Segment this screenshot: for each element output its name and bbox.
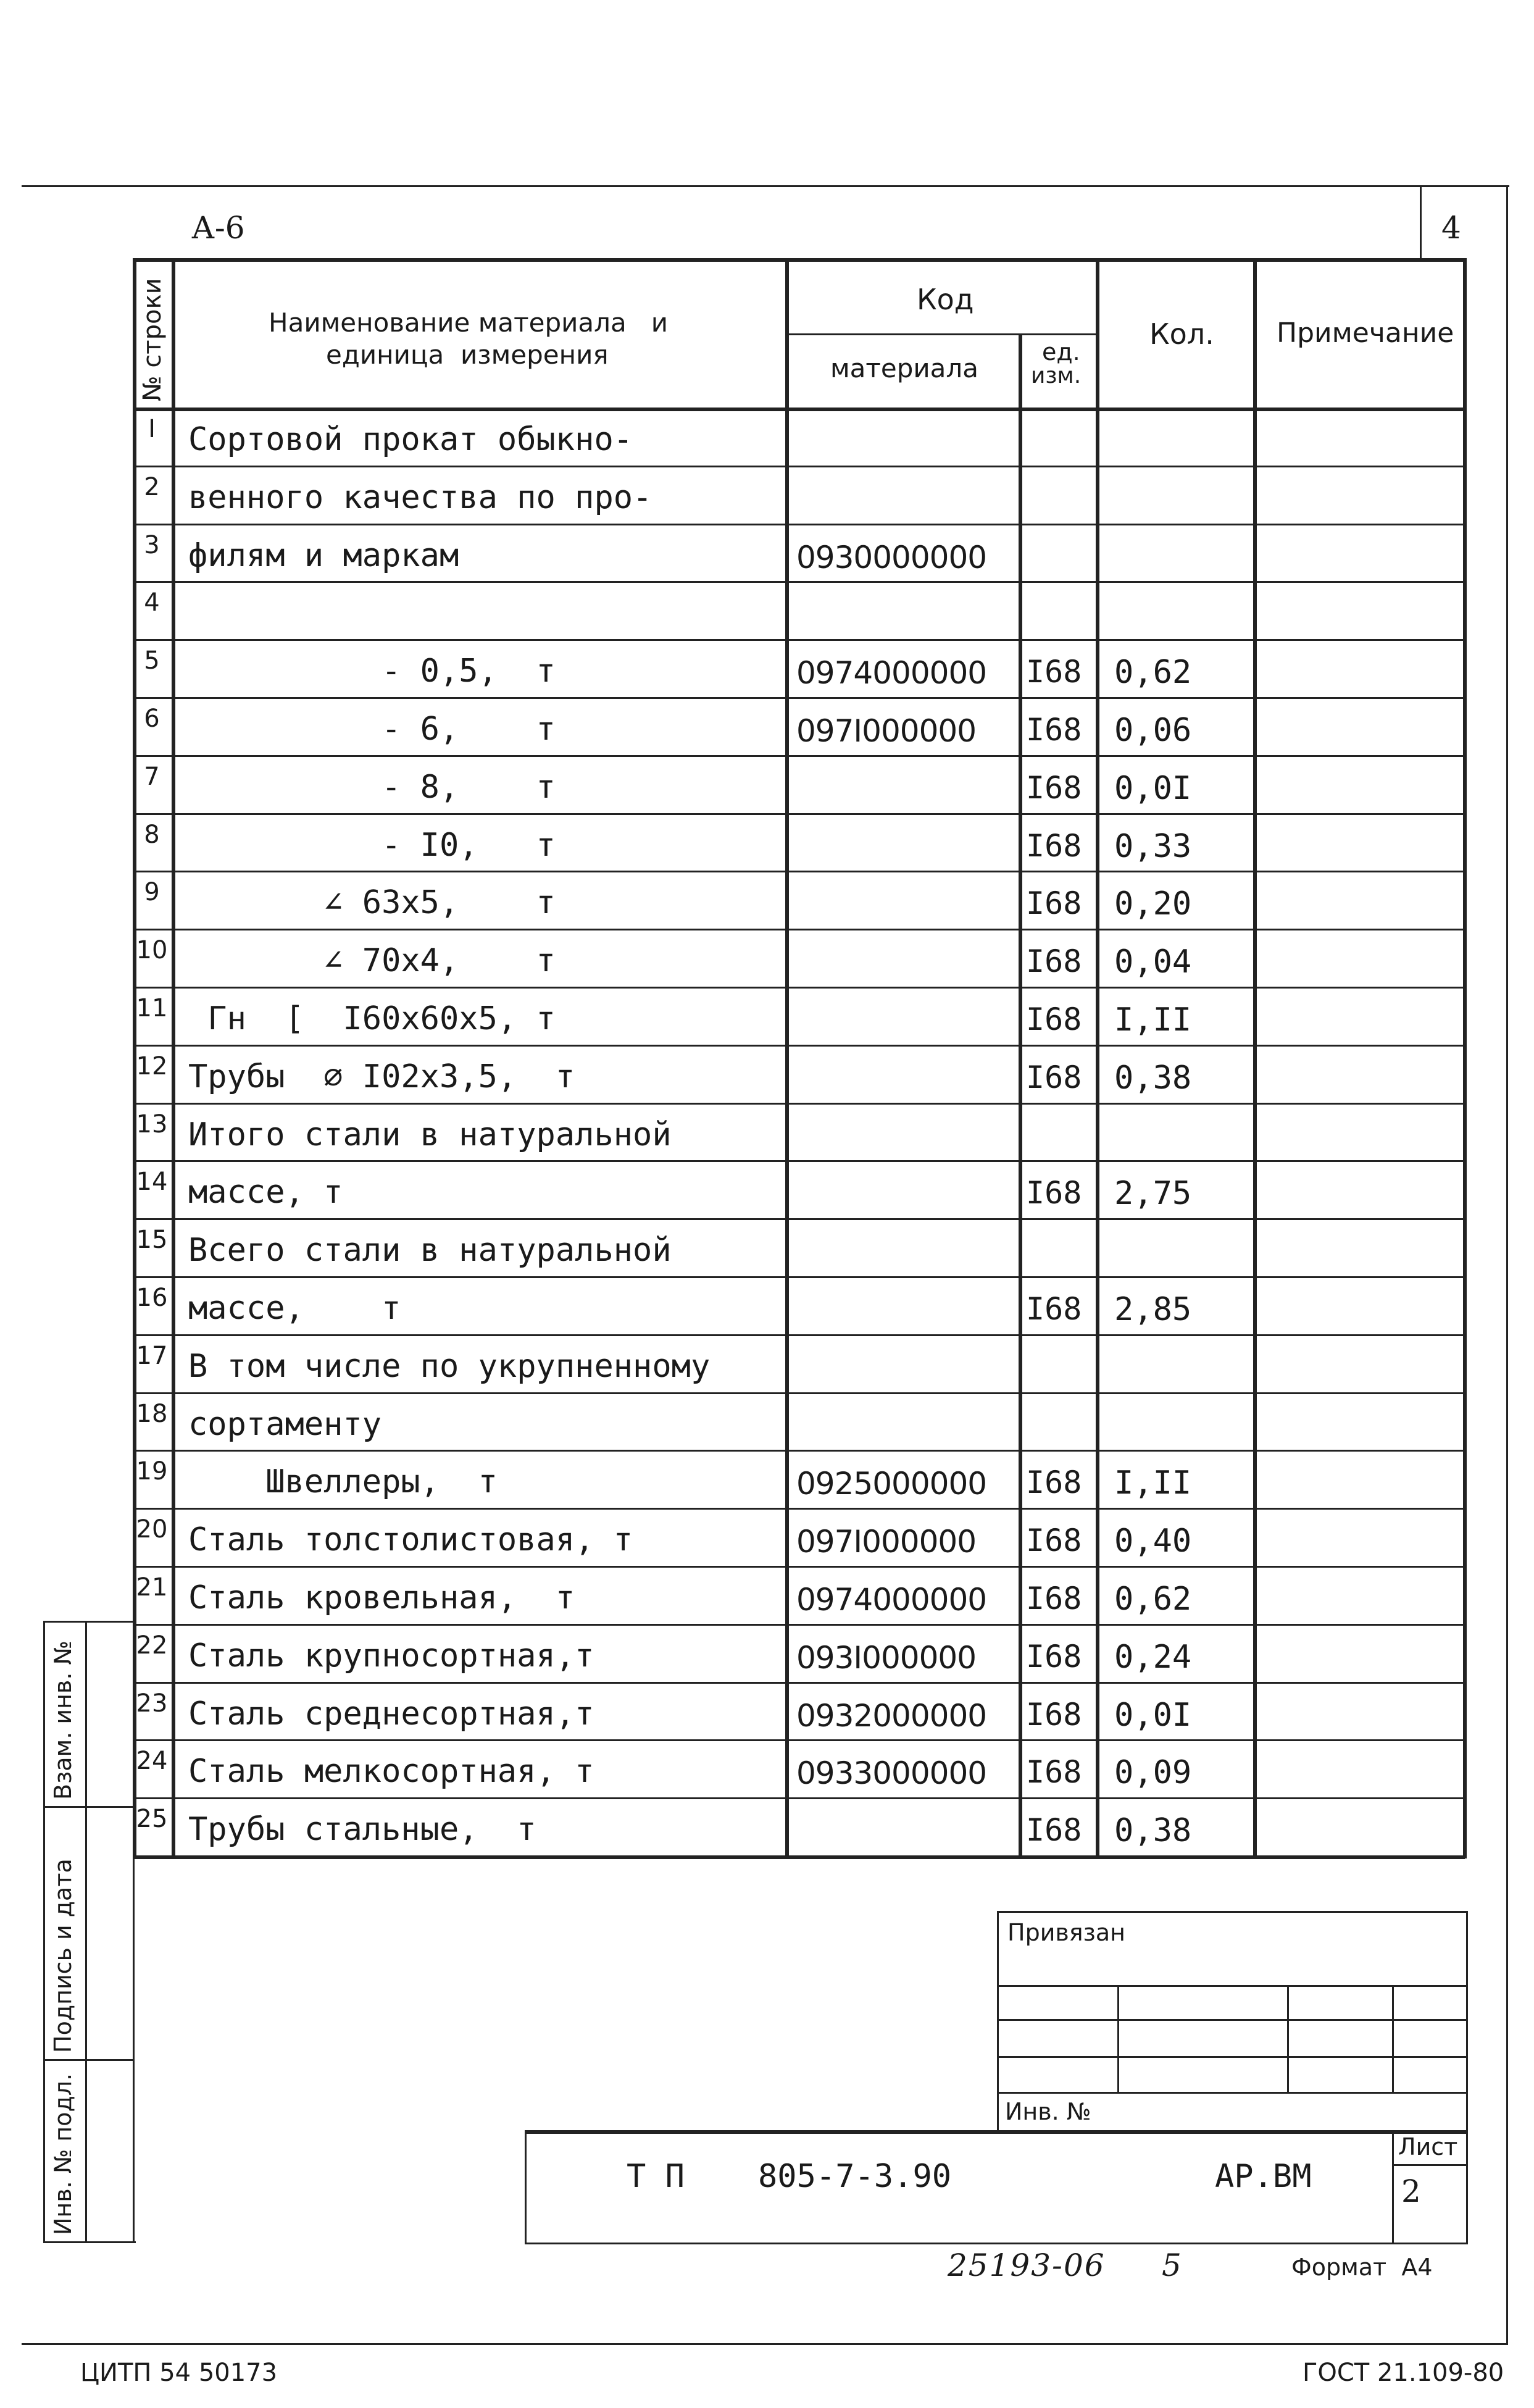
row-material-code: 0930000000 — [796, 540, 987, 575]
row-material-name: массе, т — [188, 1290, 401, 1327]
row-quantity: 0,40 — [1114, 1523, 1192, 1560]
row-material-code: 0974000000 — [796, 655, 987, 691]
row-line — [133, 466, 1465, 467]
row-number: 2 — [144, 473, 160, 501]
tb-top-line — [997, 1911, 1466, 1913]
col-name-border — [785, 258, 789, 1858]
tb-col2 — [1287, 1985, 1289, 2092]
tb-sheet-label-line — [1392, 2164, 1466, 2166]
doc-code: А-6 — [191, 210, 245, 246]
row-quantity: 0,06 — [1114, 712, 1192, 749]
table-header-bottom-line — [133, 408, 1465, 411]
row-quantity: 0,62 — [1114, 1581, 1192, 1618]
row-material-name: филям и маркам — [188, 537, 459, 574]
bottom-frame-line — [22, 2343, 1508, 2345]
row-material-name: ∠ 70x4, т — [188, 942, 556, 979]
row-line — [133, 1508, 1465, 1510]
row-quantity: 0,0I — [1114, 770, 1192, 807]
tb-stamp-left — [525, 2130, 527, 2244]
row-material-name: Сталь мелкосортная, т — [188, 1753, 594, 1790]
row-number: 12 — [136, 1052, 168, 1081]
tb-inv-no-label: Инв. № — [1005, 2098, 1091, 2125]
row-line — [133, 1624, 1465, 1626]
right-frame-line — [1506, 185, 1508, 2343]
row-number: I — [148, 415, 156, 443]
row-quantity: 0,38 — [1114, 1060, 1192, 1097]
row-material-name: Всего стали в натуральной — [188, 1232, 672, 1269]
table-bottom-line — [133, 1855, 1465, 1859]
row-unit: I68 — [1026, 654, 1082, 690]
row-line — [133, 1566, 1465, 1568]
row-quantity: I,II — [1114, 1465, 1192, 1502]
row-material-name: Трубы ⌀ I02x3,5, т — [188, 1058, 575, 1095]
row-number: 22 — [136, 1631, 168, 1660]
row-unit: I68 — [1026, 828, 1082, 864]
table-left-extension — [133, 1855, 135, 2241]
row-number: 5 — [144, 646, 160, 675]
row-quantity: 0,0I — [1114, 1697, 1192, 1734]
material-header: материала — [830, 353, 979, 383]
note-header: Примечание — [1277, 317, 1454, 349]
row-number: 9 — [144, 878, 160, 906]
unit-header-line2: изм. — [1031, 363, 1082, 388]
row-line — [133, 813, 1465, 815]
row-number: 18 — [136, 1400, 168, 1428]
row-line — [133, 1334, 1465, 1336]
row-line — [133, 755, 1465, 757]
row-line — [133, 1218, 1465, 1220]
row-line — [133, 1160, 1465, 1162]
row-quantity: 0,33 — [1114, 828, 1192, 865]
name-header-line1: Наименование материала и — [269, 307, 669, 338]
row-unit: I68 — [1026, 1754, 1082, 1790]
row-unit: I68 — [1026, 1465, 1082, 1500]
page-number-divider — [1420, 185, 1422, 258]
row-line — [133, 1682, 1465, 1684]
row-material-code: 0932000000 — [796, 1698, 987, 1734]
side-stamp-inv-orig: Инв. № подл. — [49, 2073, 77, 2235]
unit-header-line1: ед. — [1042, 338, 1080, 366]
row-material-code: 0925000000 — [796, 1466, 987, 1502]
row-quantity: 0,24 — [1114, 1639, 1192, 1676]
row-number: 20 — [136, 1515, 168, 1544]
tb-right-line — [1466, 1911, 1468, 2244]
row-number: 13 — [136, 1110, 168, 1139]
row-number: 4 — [144, 588, 160, 617]
row-number: 11 — [136, 994, 168, 1022]
code-header: Код — [917, 283, 974, 316]
name-header-line2: единица измерения — [326, 340, 609, 370]
side-stamp-sign-date: Подпись и дата — [49, 1858, 77, 2053]
row-line — [133, 1045, 1465, 1047]
col-right-border — [1463, 258, 1467, 1858]
row-line — [133, 639, 1465, 641]
row-number: 23 — [136, 1689, 168, 1718]
row-material-code: 0974000000 — [796, 1582, 987, 1618]
row-material-name: В том числе по укрупненному — [188, 1348, 711, 1385]
row-material-name: - I0, т — [188, 827, 556, 864]
row-material-name: сортаменту — [188, 1406, 382, 1443]
row-material-name: Сортовой прокат обыкно- — [188, 421, 633, 458]
row-line — [133, 581, 1465, 583]
row-number: 16 — [136, 1284, 168, 1312]
row-quantity: 0,04 — [1114, 943, 1192, 980]
row-number-header: № строки — [138, 278, 167, 401]
row-line — [133, 1797, 1465, 1799]
row-material-code: 093I000000 — [796, 1640, 977, 1676]
row-number: 25 — [136, 1805, 168, 1833]
handwritten-number: 25193-06 — [948, 2247, 1106, 2283]
tb-sheet-divider — [1392, 2130, 1394, 2244]
col-qty-border — [1253, 258, 1257, 1858]
row-unit: I68 — [1026, 1175, 1082, 1211]
row-quantity: 2,75 — [1114, 1175, 1192, 1212]
row-line — [133, 697, 1465, 699]
row-quantity: 2,85 — [1114, 1291, 1192, 1328]
row-unit: I68 — [1026, 1581, 1082, 1616]
publisher-code: ЦИТП 54 50173 — [80, 2359, 278, 2387]
row-material-name: Сталь среднесортная,т — [188, 1695, 594, 1733]
side-stamp-left-line — [43, 1621, 45, 2241]
tb-col1 — [1117, 1985, 1119, 2092]
row-quantity: 0,62 — [1114, 654, 1192, 691]
tb-col3 — [1392, 1985, 1394, 2092]
col-rownum-border — [172, 258, 175, 1858]
row-material-name: Сталь кровельная, т — [188, 1579, 575, 1616]
row-quantity: 0,20 — [1114, 885, 1192, 922]
row-line — [133, 871, 1465, 872]
row-number: 3 — [144, 531, 160, 559]
tb-stamp-bottom — [525, 2243, 1466, 2244]
tb-line3 — [997, 2056, 1466, 2058]
row-number: 7 — [144, 763, 160, 791]
row-number: 15 — [136, 1226, 168, 1254]
row-material-name: - 0,5, т — [188, 653, 556, 690]
row-unit: I68 — [1026, 1812, 1082, 1848]
tb-designation-prefix: Т П — [627, 2158, 685, 2195]
row-number: 24 — [136, 1747, 168, 1775]
row-number: 21 — [136, 1573, 168, 1602]
left-bottom-line — [43, 2241, 136, 2243]
tb-sheet-label: Лист — [1398, 2133, 1458, 2160]
row-number: 6 — [144, 704, 160, 733]
row-number: 14 — [136, 1168, 168, 1196]
side-stamp-sep2 — [43, 2059, 135, 2061]
gost-standard: ГОСТ 21.109-80 — [1303, 2359, 1504, 2387]
row-unit: I68 — [1026, 712, 1082, 748]
row-unit: I68 — [1026, 1697, 1082, 1733]
row-material-code: 097I000000 — [796, 713, 977, 749]
row-material-name: массе, т — [188, 1174, 343, 1211]
row-number: 17 — [136, 1342, 168, 1370]
row-number: 8 — [144, 821, 160, 849]
side-stamp-top-line — [43, 1621, 135, 1623]
page-number: 4 — [1441, 210, 1461, 246]
row-material-name: Сталь толстолистовая, т — [188, 1521, 633, 1558]
tb-stamp-top — [525, 2130, 1466, 2134]
row-line — [133, 1450, 1465, 1452]
row-material-name: - 8, т — [188, 769, 556, 806]
row-unit: I68 — [1026, 1523, 1082, 1558]
side-stamp-inv-replace: Взам. инв. № — [49, 1640, 77, 1800]
side-stamp-sep1 — [43, 1806, 135, 1808]
row-unit: I68 — [1026, 1001, 1082, 1037]
row-material-name: венного качества по про- — [188, 479, 652, 516]
row-unit: I68 — [1026, 1291, 1082, 1327]
row-material-name: Итого стали в натуральной — [188, 1116, 672, 1153]
row-unit: I68 — [1026, 885, 1082, 921]
row-number: 10 — [136, 936, 168, 964]
row-quantity: 0,38 — [1114, 1812, 1192, 1849]
code-subheader-line — [787, 333, 1096, 335]
row-material-name: Сталь крупносортная,т — [188, 1637, 594, 1674]
row-line — [133, 1276, 1465, 1278]
format-label: Формат А4 — [1291, 2254, 1433, 2281]
row-unit: I68 — [1026, 943, 1082, 979]
tb-line2 — [997, 2019, 1466, 2021]
tb-designation-suffix: АР.ВМ — [1215, 2158, 1312, 2195]
top-frame-line — [22, 185, 1509, 187]
row-material-code: 0933000000 — [796, 1755, 987, 1791]
qty-header: Кол. — [1149, 317, 1214, 351]
row-unit: I68 — [1026, 1060, 1082, 1095]
row-material-name: Швеллеры, т — [188, 1463, 498, 1500]
tb-linked-label: Привязан — [1007, 1919, 1125, 1946]
row-line — [133, 524, 1465, 525]
row-quantity: 0,09 — [1114, 1754, 1192, 1791]
row-material-name: ∠ 63x5, т — [188, 884, 556, 921]
row-material-name: Трубы стальные, т — [188, 1811, 536, 1848]
tb-line1 — [997, 1985, 1466, 1987]
col-material-border — [1019, 333, 1022, 1858]
row-material-name: - 6, т — [188, 711, 556, 748]
row-unit: I68 — [1026, 770, 1082, 806]
row-quantity: I,II — [1114, 1001, 1192, 1039]
row-line — [133, 1103, 1465, 1105]
side-stamp-mid-line — [85, 1621, 87, 2241]
table-top-line — [133, 258, 1465, 262]
row-line — [133, 1392, 1465, 1394]
tb-designation-number: 805-7-3.90 — [758, 2158, 952, 2195]
row-line — [133, 929, 1465, 930]
row-material-name: Гн [ I60x60x5, т — [188, 1000, 556, 1037]
tb-sheet-value: 2 — [1401, 2173, 1421, 2209]
tb-line4 — [997, 2092, 1466, 2094]
row-unit: I68 — [1026, 1639, 1082, 1674]
row-material-code: 097I000000 — [796, 1524, 977, 1560]
handwritten-page: 5 — [1162, 2247, 1182, 2283]
row-line — [133, 987, 1465, 989]
row-line — [133, 1739, 1465, 1741]
row-number: 19 — [136, 1457, 168, 1486]
col-unit-border — [1096, 258, 1099, 1858]
